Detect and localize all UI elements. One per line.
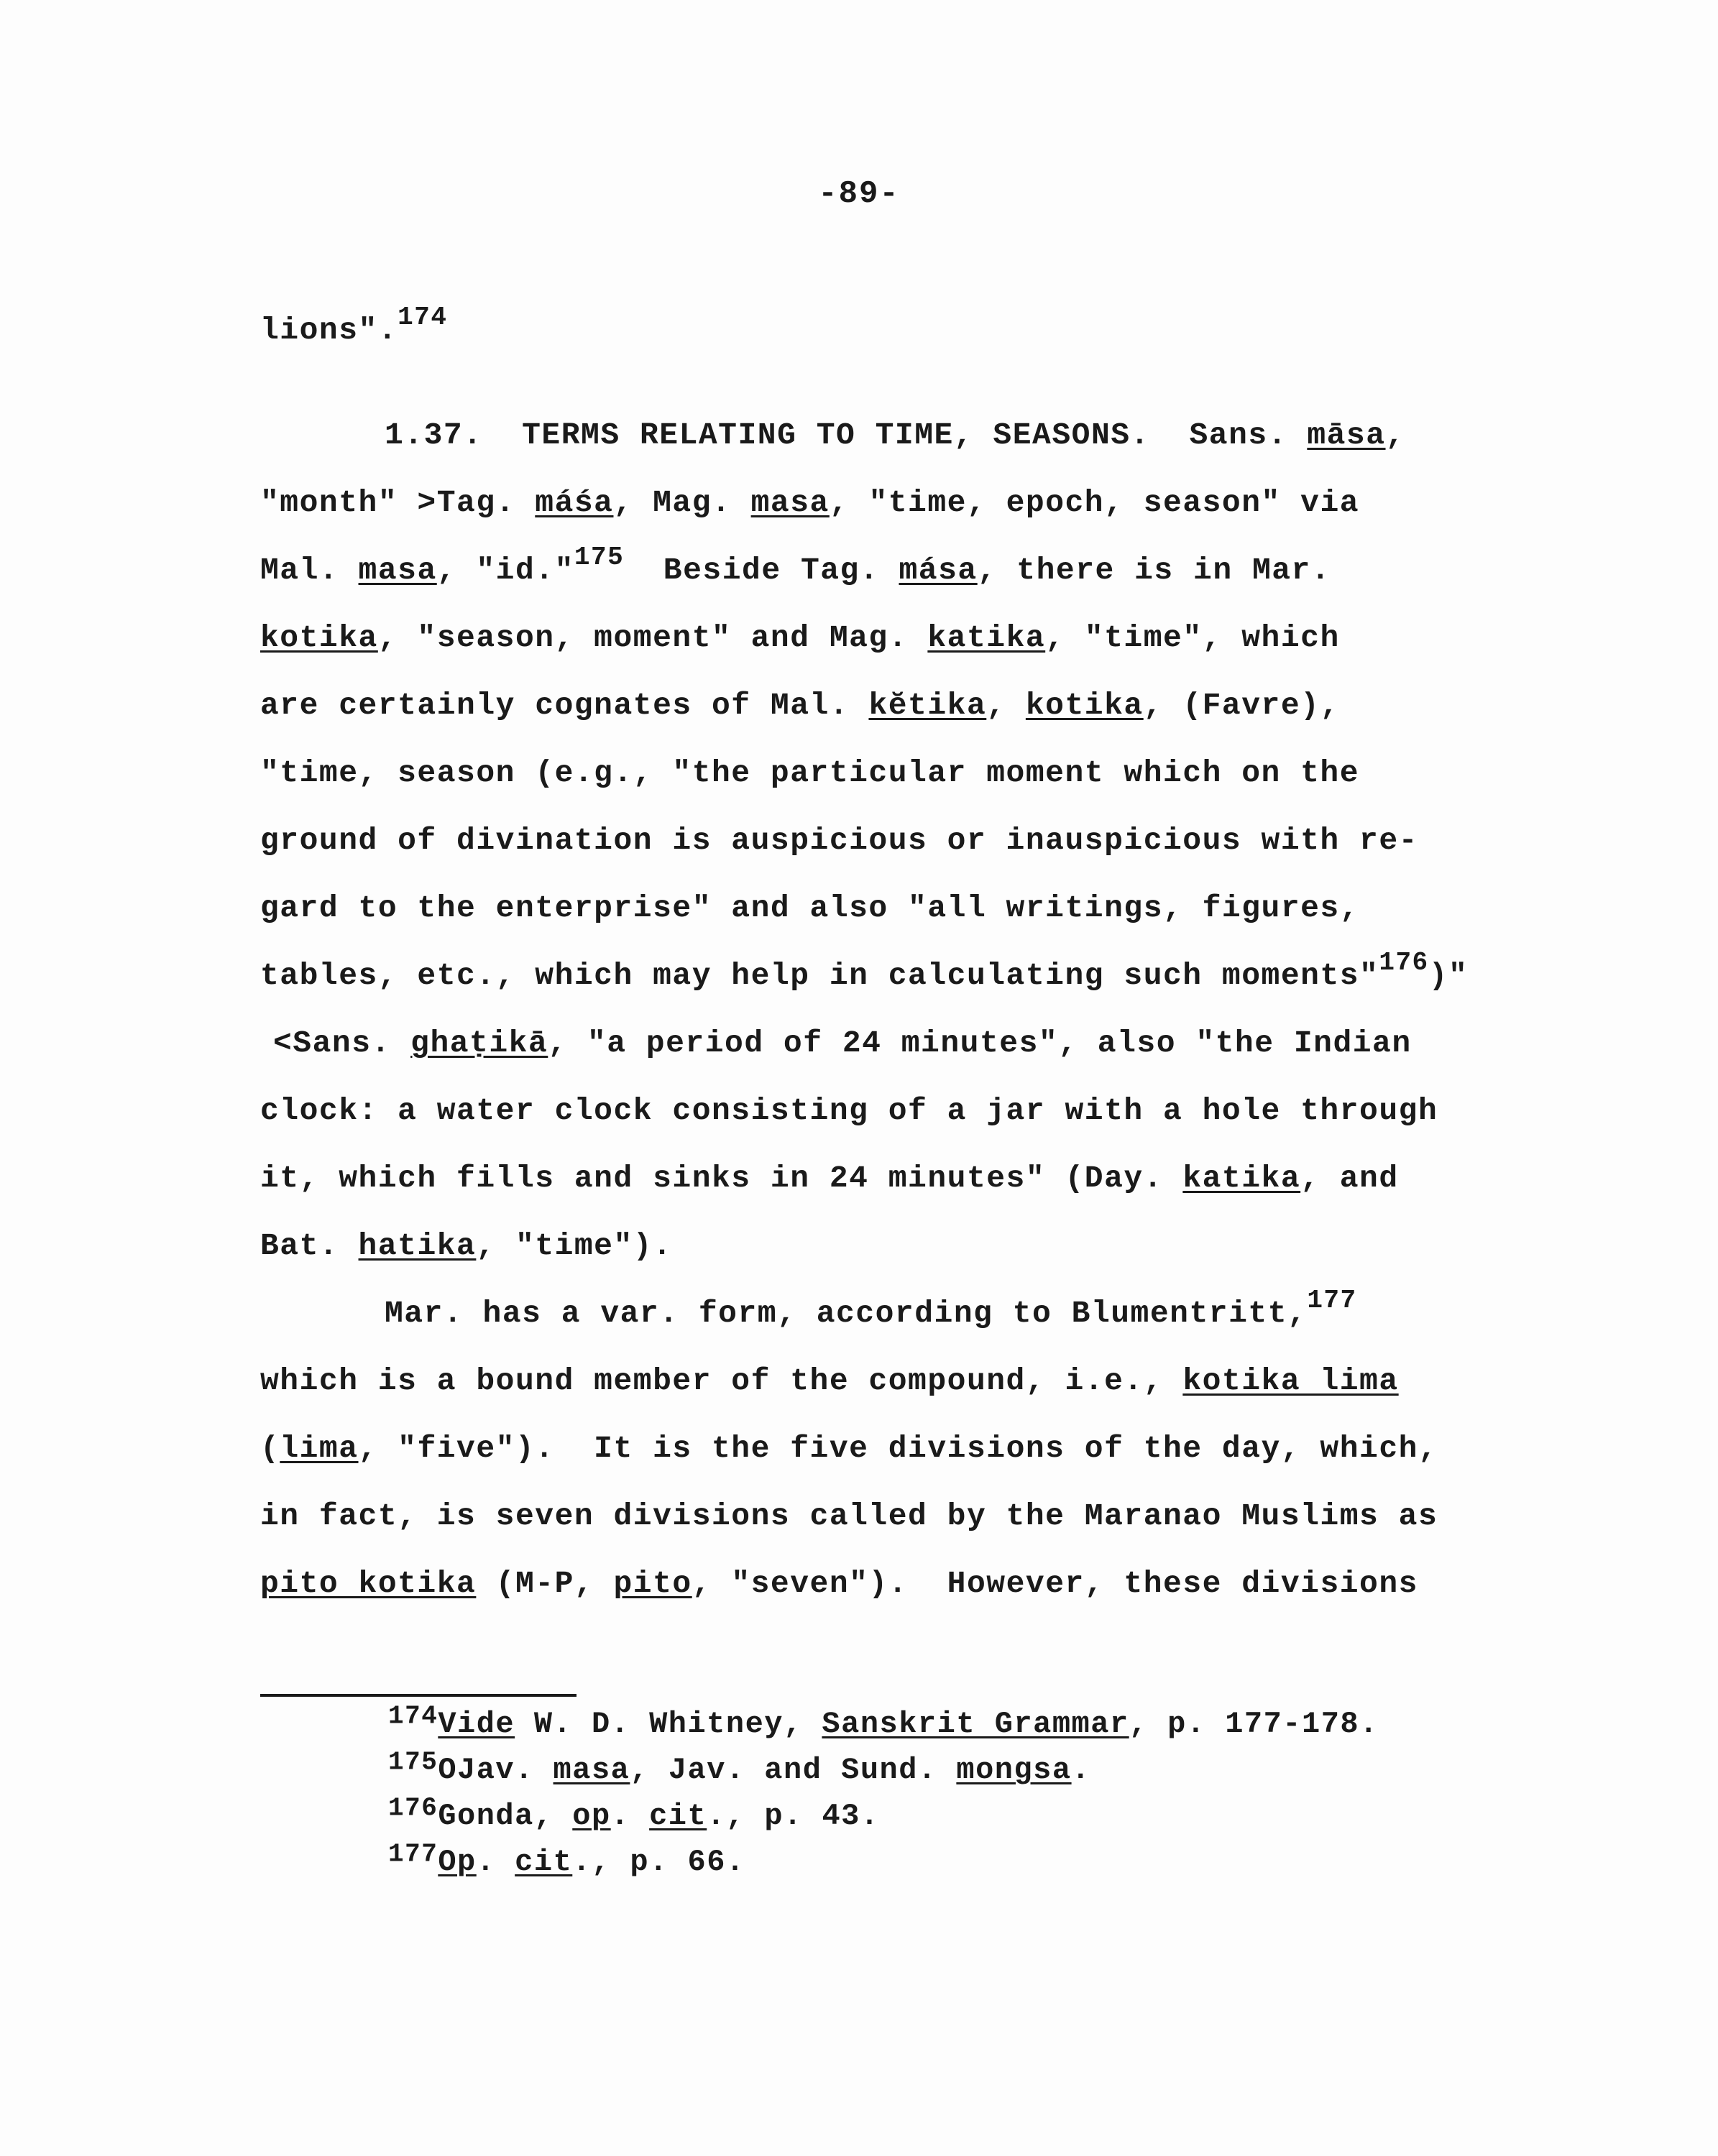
footnote-ref: 176 — [1379, 948, 1429, 978]
footnote: $^{177}$Op. cit., p. 66. — [388, 1839, 745, 1879]
footnote: $^{174}$Vide W. D. Whitney, Sanskrit Grammar, p. 177-178. — [388, 1701, 1379, 1741]
text-line: it, which fills and sinks in 24 minutes" (Day. katika, and — [260, 1161, 1399, 1196]
text-line: Mar. has a var. form, according to Blumentritt,$^{177}$ — [385, 1286, 1357, 1331]
text-line: are certainly cognates of Mal. kĕtika, kotika, (Favre), — [260, 688, 1340, 723]
text-line: lions".$^{174}$ — [260, 303, 448, 348]
text-line: tables, etc., which may help in calculating such moments"$^{176}$)" — [260, 948, 1469, 993]
section-heading-line: 1.37. TERMS RELATING TO TIME, SEASONS. Sans. māsa, — [385, 418, 1405, 453]
text-line: gard to the enterprise" and also "all writings, figures, — [260, 890, 1360, 926]
text-line: "month" >Tag. máśa, Mag. masa, "time, epoch, season" via — [260, 485, 1360, 520]
text-line: Bat. hatika, "time"). — [260, 1228, 673, 1263]
text-line: Mal. masa, "id."$^{175}$ Beside Tag. mása, there is in Mar. — [260, 543, 1331, 588]
text-line: "time, season (e.g., "the particular moment which on the — [260, 755, 1360, 791]
page-number: -89- — [818, 176, 900, 212]
text-line: (lima, "five"). It is the five divisions of the day, which, — [260, 1431, 1438, 1466]
footnote-divider — [260, 1694, 577, 1697]
text-line: which is a bound member of the compound, i.e., kotika lima — [260, 1363, 1399, 1399]
text-line: ground of divination is auspicious or inauspicious with re- — [260, 823, 1418, 858]
footnote-ref: 175 — [574, 543, 625, 573]
footnote-ref: 174 — [398, 303, 448, 333]
footnote: $^{176}$Gonda, op. cit., p. 43. — [388, 1793, 880, 1833]
text-line: clock: a water clock consisting of a jar with a hole through — [260, 1093, 1438, 1128]
text-line: kotika, "season, moment" and Mag. katika, "time", which — [260, 620, 1340, 655]
footnote: $^{175}$OJav. masa, Jav. and Sund. mongsa. — [388, 1747, 1091, 1787]
footnote-ref: 177 — [1307, 1286, 1357, 1316]
text-line: <Sans. ghaṭikā, "a period of 24 minutes", also "the Indian — [273, 1026, 1412, 1061]
text-line: in fact, is seven divisions called by the Maranao Muslims as — [260, 1498, 1438, 1534]
text-line: pito kotika (M-P, pito, "seven"). However, these divisions — [260, 1566, 1418, 1601]
